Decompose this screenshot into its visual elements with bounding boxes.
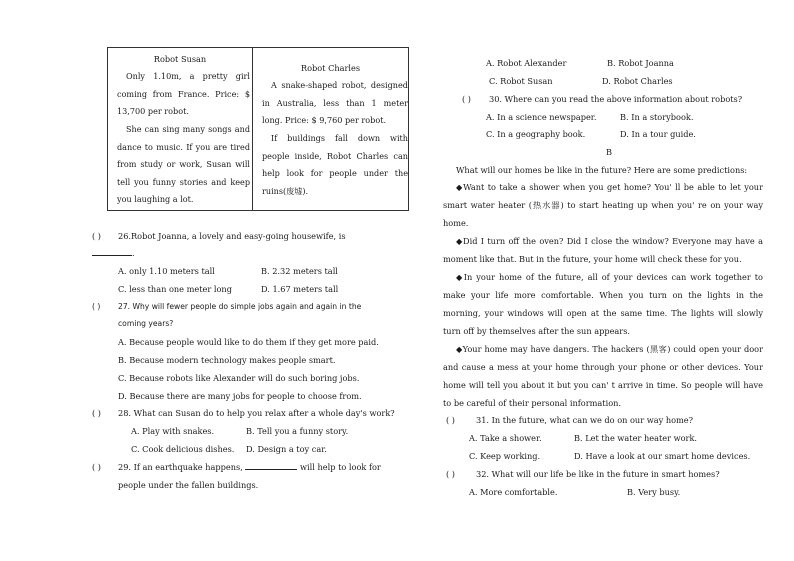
robot-charles-intro: A snake-shaped robot, designed in Australia, less than 1 meter long. Price: $ 9,760 per robot. [262, 80, 408, 125]
q28-option-a[interactable]: A. Play with snakes. [131, 426, 215, 436]
q32-paren: ( ) [446, 469, 455, 479]
q31-paren: ( ) [446, 415, 455, 425]
robot-charles-title: Robot Charles [300, 63, 361, 73]
q26-option-a[interactable]: A. only 1.10 meters tall [118, 266, 215, 276]
passage-b-para-2: ◆Did I turn off the oven? Did I close the window? Everyone may have a moment like that. But in the future, your home will check these for you. [443, 236, 763, 264]
q27-paren: ( ) [92, 302, 101, 311]
q30-option-b[interactable]: B. In a storybook. [620, 112, 694, 122]
q26-option-b[interactable]: B. 2.32 meters tall [261, 266, 338, 276]
q29-option-b[interactable]: B. Robot Joanna [607, 58, 674, 68]
q31-option-c[interactable]: C. Keep working. [469, 451, 541, 461]
passage-b-intro: What will our homes be like in the future? Here are some predictions: [456, 165, 748, 175]
q31-stem: 31. In the future, what can we do on our way home? [476, 415, 694, 425]
q30-option-c[interactable]: C. In a geography book. [486, 129, 586, 139]
robot-charles-desc: If buildings fall down with people inside, Robot Charles can help look for people under the ruins(废墟). [262, 133, 408, 196]
robot-susan-desc: She can sing many songs and dance to music. If you are tired from study or work, Susan will tell you funny stories and keep you laughing a lot. [117, 124, 250, 204]
q27-stem-cont: coming years? [118, 319, 174, 328]
q27-option-d[interactable]: D. Because there are many jobs for people to choose from. [118, 391, 362, 401]
q29-stem-a: 29. If an earthquake happens, [118, 462, 243, 472]
robot-susan-title: Robot Susan [153, 54, 207, 64]
q32-option-a[interactable]: A. More comfortable. [469, 487, 558, 497]
q26-paren: ( ) [92, 231, 101, 241]
q30-stem: 30. Where can you read the above information about robots? [489, 94, 743, 104]
q31-option-b[interactable]: B. Let the water heater work. [574, 433, 698, 443]
q30-option-a[interactable]: A. In a science newspaper. [486, 112, 597, 122]
q27-option-b[interactable]: B. Because modern technology makes people smart. [118, 355, 336, 365]
q28-option-c[interactable]: C. Cook delicious dishes. [131, 444, 235, 454]
q30-option-d[interactable]: D. In a tour guide. [620, 129, 696, 139]
q26-option-d[interactable]: D. 1.67 meters tall [261, 284, 339, 294]
q26-stem-end: . [132, 248, 135, 258]
q29-answer-blank[interactable] [245, 462, 297, 470]
passage-b-label: B [606, 147, 613, 157]
robot-info-table [107, 47, 409, 211]
passage-b-para-3: ◆In your home of the future, all of your devices can work together to make your life more comfortable. When you turn on the lights in the morning, your windows will open at the same time. The lights will slowly turn off by themselves after the sun appears. [443, 272, 763, 336]
q29-option-d[interactable]: D. Robot Charles [602, 76, 673, 86]
q31-option-d[interactable]: D. Have a look at our smart home devices. [574, 451, 751, 461]
robot-susan-cell [108, 48, 253, 210]
q28-stem: 28. What can Susan do to help you relax after a whole day's work? [118, 408, 395, 418]
q31-option-a[interactable]: A. Take a shower. [469, 433, 542, 443]
q28-option-b[interactable]: B. Tell you a funny story. [246, 426, 349, 436]
q27-stem: 27. Why will fewer people do simple jobs again and again in the [118, 302, 362, 311]
q26-option-c[interactable]: C. less than one meter long [118, 284, 232, 294]
passage-b-para-4: ◆Your home may have dangers. The hackers (黑客) could open your door and cause a mess at your home through your phone or other devices. Your home will tell you about it but you can' t arrive in time. So people will have to be careful of their personal information. [443, 344, 763, 408]
q27-option-a[interactable]: A. Because people would like to do them if they get more paid. [118, 337, 379, 347]
q28-option-d[interactable]: D. Design a toy car. [246, 444, 327, 454]
q29-paren: ( ) [92, 462, 101, 472]
q32-option-b[interactable]: B. Very busy. [627, 487, 681, 497]
q29-stem-cont: people under the fallen buildings. [118, 480, 259, 490]
q29-stem [118, 462, 381, 472]
q28-paren: ( ) [92, 408, 101, 418]
robot-susan-intro: Only 1.10m, a pretty girl coming from France. Price: $ 13,700 per robot. [117, 71, 250, 116]
passage-b-para-1: ◆Want to take a shower when you get home? You' ll be able to let your smart water heater (热水器) to start heating up when you' re on your way home. [443, 182, 763, 228]
q30-paren: ( ) [462, 94, 471, 104]
q32-stem: 32. What will our life be like in the future in smart homes? [476, 469, 720, 479]
q26-stem: 26.Robot Joanna, a lovely and easy-going housewife, is [118, 231, 346, 241]
q29-option-a[interactable]: A. Robot Alexander [486, 58, 567, 68]
robot-charles-cell [253, 48, 408, 210]
q27-option-c[interactable]: C. Because robots like Alexander will do such boring jobs. [118, 373, 360, 383]
q29-option-c[interactable]: C. Robot Susan [489, 76, 553, 86]
q26-answer-blank[interactable] [92, 248, 135, 258]
q29-stem-b: will help to look for [300, 462, 381, 472]
